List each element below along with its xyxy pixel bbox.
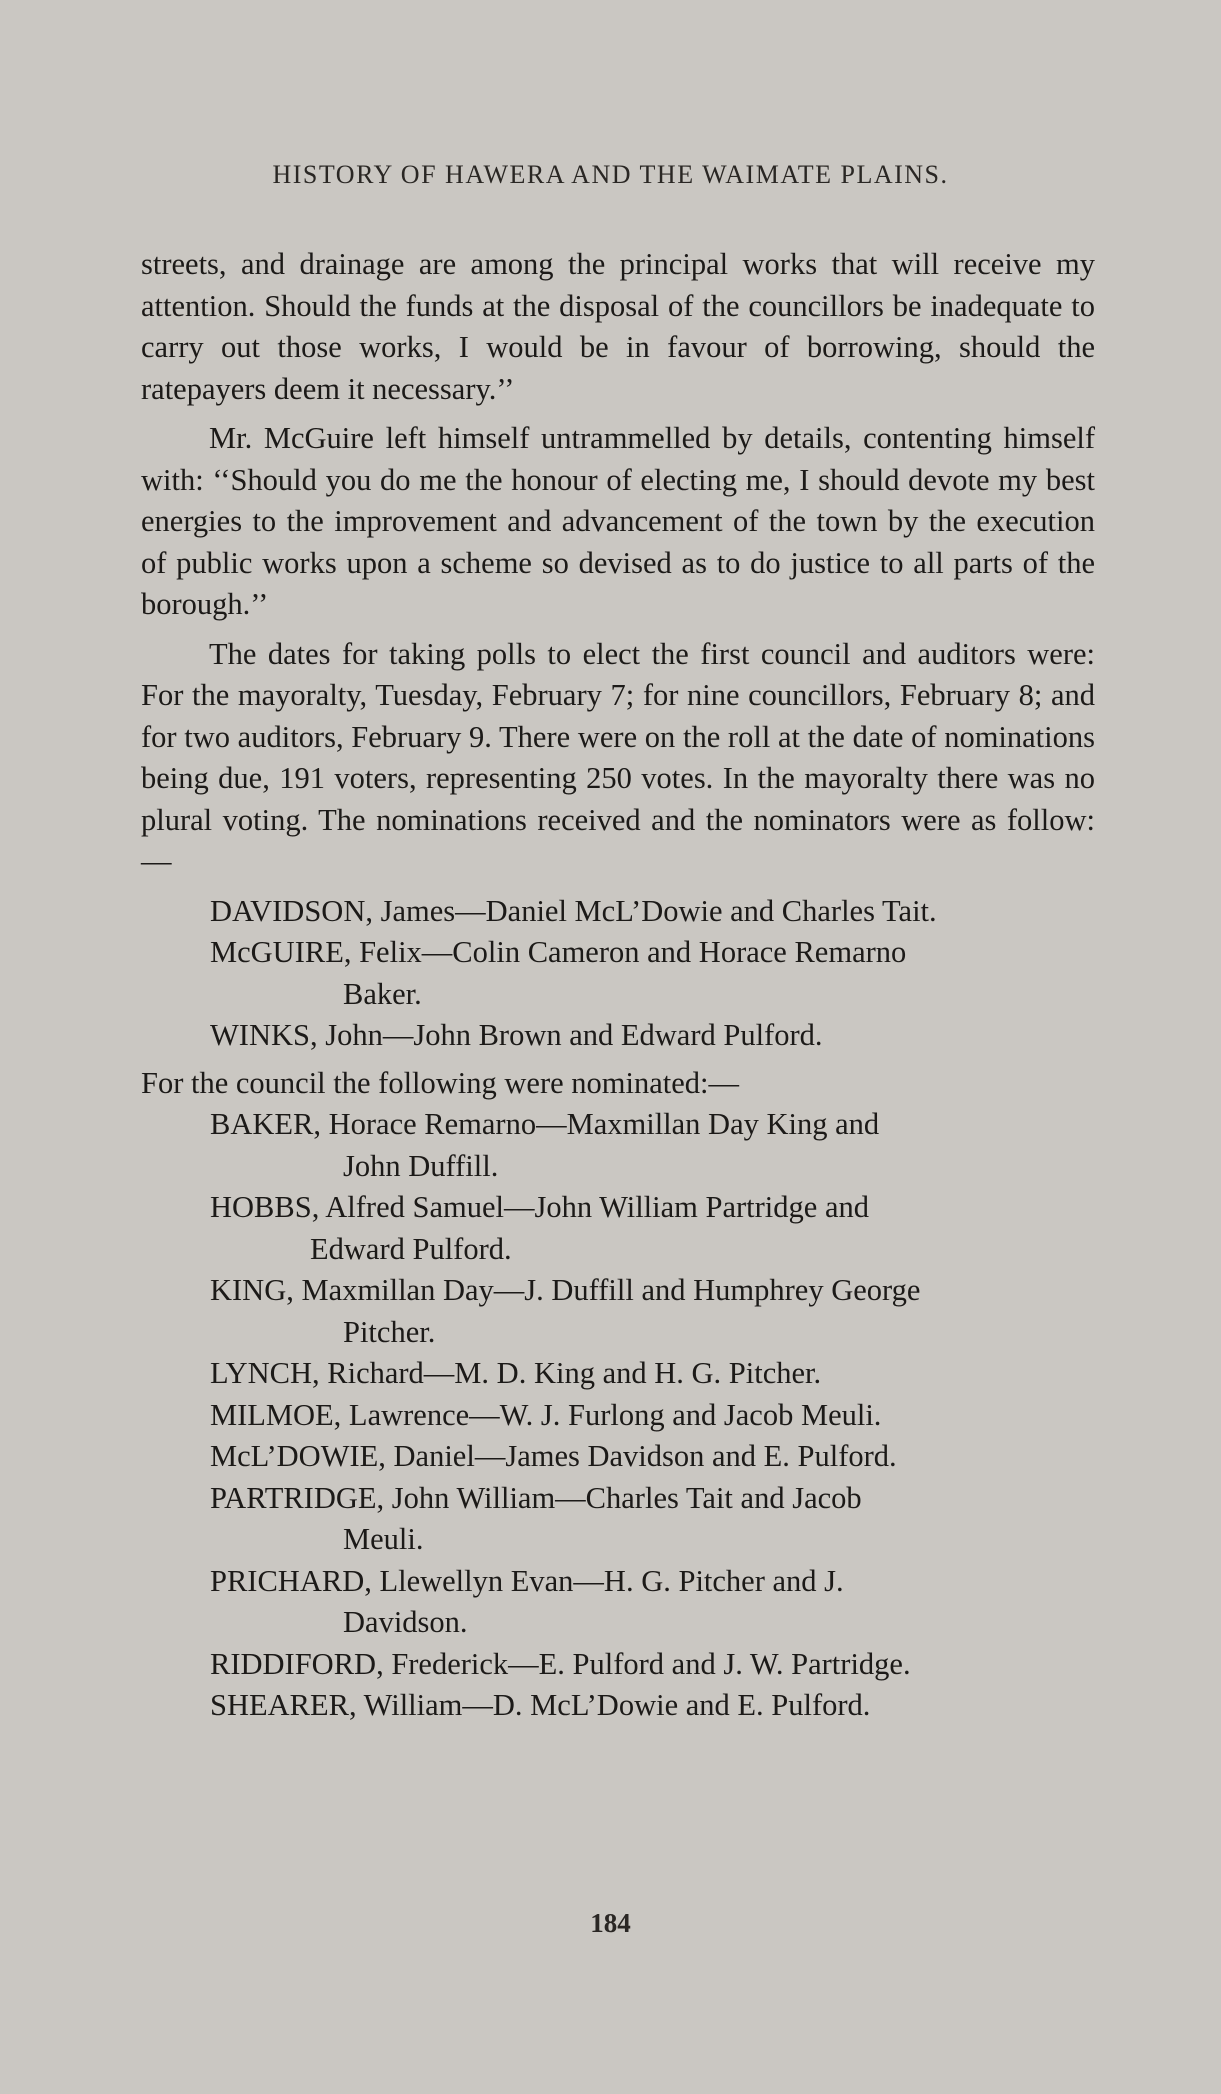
nomination-line: PARTRIDGE, John William—Charles Tait and Jacob — [210, 1480, 862, 1515]
nomination-line: RIDDIFORD, Frederick—E. Pulford and J. W. Partridge. — [210, 1646, 911, 1681]
list-item — [141, 932, 1095, 1015]
paragraph: Mr. McGuire left himself untrammelled by details, contenting himself with: ‘‘Should you do me the honour of electing me, I should devote my best energies to the improvement and advancement of the town by the execution of public works upon a scheme so devised as to do justice to all parts of the borough.’’ — [141, 421, 1095, 621]
list-item — [141, 1015, 1095, 1057]
list-item — [141, 1561, 1095, 1644]
mayoral-nominations-list — [141, 891, 1095, 1057]
list-item — [141, 1104, 1095, 1187]
list-item — [141, 1270, 1095, 1353]
paragraph: streets, and drainage are among the principal works that will receive my attention. Should the funds at the disposal of the councillors be inadequate to carry out those works, I would be in favour of borrowing, should the ratepayers deem it necessary.’’ — [141, 247, 1095, 406]
list-item — [141, 891, 1095, 933]
council-intro: For the council the following were nominated:— — [141, 1065, 739, 1100]
council-nominations-list — [141, 1104, 1095, 1727]
page-body — [141, 244, 1095, 1727]
nomination-continuation: John Duffill. — [343, 1148, 499, 1183]
nomination-line: WINKS, John—John Brown and Edward Pulford. — [210, 1018, 823, 1052]
nomination-line: McGUIRE, Felix—Colin Cameron and Horace Remarno — [210, 935, 907, 969]
list-item — [141, 1478, 1095, 1561]
list-item — [141, 1436, 1095, 1478]
list-item — [141, 1644, 1095, 1686]
nomination-line: PRICHARD, Llewellyn Evan—H. G. Pitcher and J. — [210, 1563, 844, 1598]
list-item — [141, 1353, 1095, 1395]
nomination-continuation: Pitcher. — [343, 1314, 436, 1349]
nomination-line: SHEARER, William—D. McL’Dowie and E. Pulford. — [210, 1688, 871, 1722]
list-item — [141, 1187, 1095, 1270]
nomination-line: DAVIDSON, James—Daniel McL’Dowie and Charles Tait. — [210, 893, 937, 928]
nomination-line: BAKER, Horace Remarno—Maxmillan Day King and — [210, 1107, 880, 1141]
nomination-line: KING, Maxmillan Day—J. Duffill and Humphrey George — [210, 1273, 921, 1307]
running-head: HISTORY OF HAWERA AND THE WAIMATE PLAINS. — [272, 160, 949, 189]
paragraph: The dates for taking polls to elect the first council and auditors were: For the mayoralty, Tuesday, February 7; for nine councillors, February 8; and for two auditors, February 9. There were on the roll at the date of nominations being due, 191 voters, representing 250 votes. In the mayoralty there was no plural voting. The nominations received and the nominators were as follow:— — [141, 636, 1095, 878]
nomination-continuation: Meuli. — [343, 1522, 424, 1556]
nomination-line: McL’DOWIE, Daniel—James Davidson and E. Pulford. — [210, 1439, 897, 1473]
nomination-line: LYNCH, Richard—M. D. King and H. G. Pitcher. — [210, 1356, 822, 1390]
list-item — [141, 1685, 1095, 1727]
nomination-continuation: Baker. — [343, 976, 422, 1011]
nomination-continuation: Edward Pulford. — [310, 1231, 512, 1266]
list-item — [141, 1395, 1095, 1437]
nomination-continuation: Davidson. — [343, 1605, 468, 1639]
nomination-line: HOBBS, Alfred Samuel—John William Partridge and — [210, 1190, 869, 1224]
nomination-line: MILMOE, Lawrence—W. J. Furlong and Jacob Meuli. — [210, 1397, 882, 1432]
page-number: 184 — [590, 1908, 631, 1938]
